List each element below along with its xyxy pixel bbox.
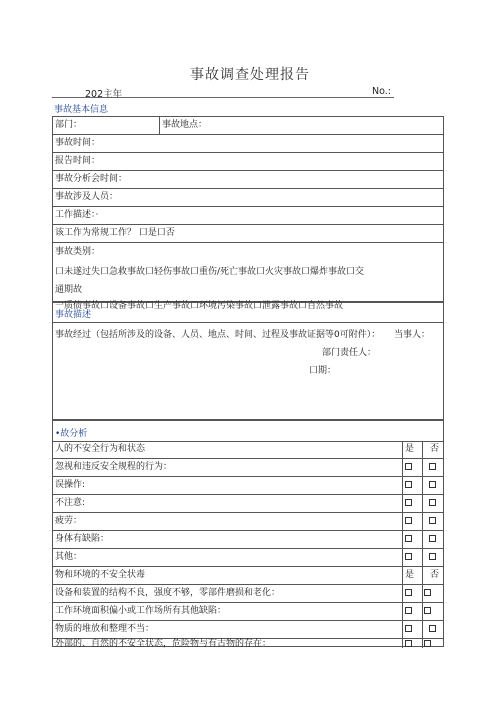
checkbox-icon[interactable] xyxy=(405,625,412,632)
routine-row: 该工作为常规工作？ 口是口否 xyxy=(53,225,443,243)
row-label: 疲劳： xyxy=(55,516,83,526)
section-basic-info-heading: 事故基本信息 xyxy=(54,105,109,115)
checkbox-icon[interactable] xyxy=(405,535,412,542)
group1-title: 人的不安全行为和状态 xyxy=(55,444,146,454)
checkbox-icon[interactable] xyxy=(429,625,436,632)
analysis-box xyxy=(52,420,444,647)
category-row xyxy=(53,243,443,311)
yes-header: 是 xyxy=(405,570,415,580)
checkbox-icon[interactable] xyxy=(405,463,412,470)
table-row xyxy=(53,531,443,549)
checkbox-icon[interactable] xyxy=(424,607,431,614)
party-label: 当事人： xyxy=(394,330,431,340)
section-description-heading: 事故描述 xyxy=(55,310,92,320)
no-header: 否 xyxy=(430,444,440,454)
no-header: 否 xyxy=(430,570,440,580)
table-row xyxy=(53,495,443,513)
checkbox-icon[interactable] xyxy=(405,517,412,524)
table-row xyxy=(53,549,443,567)
category-label: 事故类别： xyxy=(55,247,101,257)
dept-location-row xyxy=(53,117,443,135)
dept-label: 部门： xyxy=(55,120,83,130)
checkbox-icon[interactable] xyxy=(429,499,436,506)
group2-header-row xyxy=(53,567,443,585)
checkbox-icon[interactable] xyxy=(429,463,436,470)
table-row xyxy=(53,459,443,477)
row-label: 误操作: xyxy=(55,480,86,490)
location-label: 事故地点： xyxy=(162,120,208,130)
description-box xyxy=(52,302,444,420)
checkbox-icon[interactable] xyxy=(424,640,431,647)
description-divider xyxy=(53,322,443,323)
row-label: 其他： xyxy=(55,552,83,562)
checkbox-icon[interactable] xyxy=(424,589,431,596)
checkbox-icon[interactable] xyxy=(405,607,412,614)
analysis-table xyxy=(53,441,443,648)
analysis-time-row: 事故分析会时间： xyxy=(53,171,443,189)
header-rule xyxy=(52,97,394,98)
table-row xyxy=(53,603,443,621)
report-time-row: 报告时间： xyxy=(53,153,443,171)
group1-header-row xyxy=(53,441,443,459)
table-row xyxy=(53,585,443,603)
row-label: 不注意: xyxy=(55,498,86,508)
row-label: 设备和装置的结构不良，强度不够，零部件磨损和老化： xyxy=(55,588,281,598)
checkbox-icon[interactable] xyxy=(429,517,436,524)
section-analysis-heading: •故分析 xyxy=(55,429,88,439)
checkbox-icon[interactable] xyxy=(405,589,412,596)
category-options-line2: 通期故 xyxy=(55,285,83,295)
group2-title: 物和环境的不安全状毒 xyxy=(55,570,146,580)
table-row xyxy=(53,477,443,495)
checkbox-icon[interactable] xyxy=(429,481,436,488)
row-label: 工作环境面积偏小或工作场所有其他缺陷： xyxy=(55,606,227,616)
cell-divider xyxy=(159,117,160,134)
year-label: 202主年 xyxy=(85,89,123,100)
row-label: 忽视和违反安全规程的行为： xyxy=(55,462,173,472)
yes-header: 是 xyxy=(405,444,415,454)
row-label: 物质的堆放和整理不当： xyxy=(55,624,155,634)
manager-label: 部门责任人： xyxy=(322,348,377,358)
checkbox-icon[interactable] xyxy=(405,640,412,647)
category-options-line3: 一质债事故口设备事故口生产事故口环境污染事故口泄露事故口自然事故 xyxy=(55,301,344,311)
checkbox-icon[interactable] xyxy=(405,553,412,560)
basic-info-box xyxy=(52,116,444,311)
number-label: No.: xyxy=(372,86,391,97)
description-label: 事故经过（包括所涉及的设备、人员、地点、时间、过程及事故证据等0可附件）： xyxy=(55,330,381,340)
people-row: 事故涉及人员： xyxy=(53,189,443,207)
work-desc-row: 工作描述：· xyxy=(53,207,443,225)
checkbox-icon[interactable] xyxy=(429,553,436,560)
row-label: 身体有缺陷： xyxy=(55,534,110,544)
page-title: 事故调查处理报告 xyxy=(190,67,310,83)
checkbox-icon[interactable] xyxy=(429,535,436,542)
table-row xyxy=(53,639,443,648)
checkbox-icon[interactable] xyxy=(405,499,412,506)
time-row: 事故时间： xyxy=(53,135,443,153)
row-label: 外部的、自然的不安全状态，危险物与有古物的存在： xyxy=(55,639,272,649)
date-label: 口期： xyxy=(309,366,337,376)
category-options-line1: 口未遂过失口急救事故口轻伤事故口重伤/死亡事故口火灾事故口爆炸事故口交 xyxy=(55,267,365,277)
checkbox-icon[interactable] xyxy=(405,481,412,488)
table-row xyxy=(53,513,443,531)
